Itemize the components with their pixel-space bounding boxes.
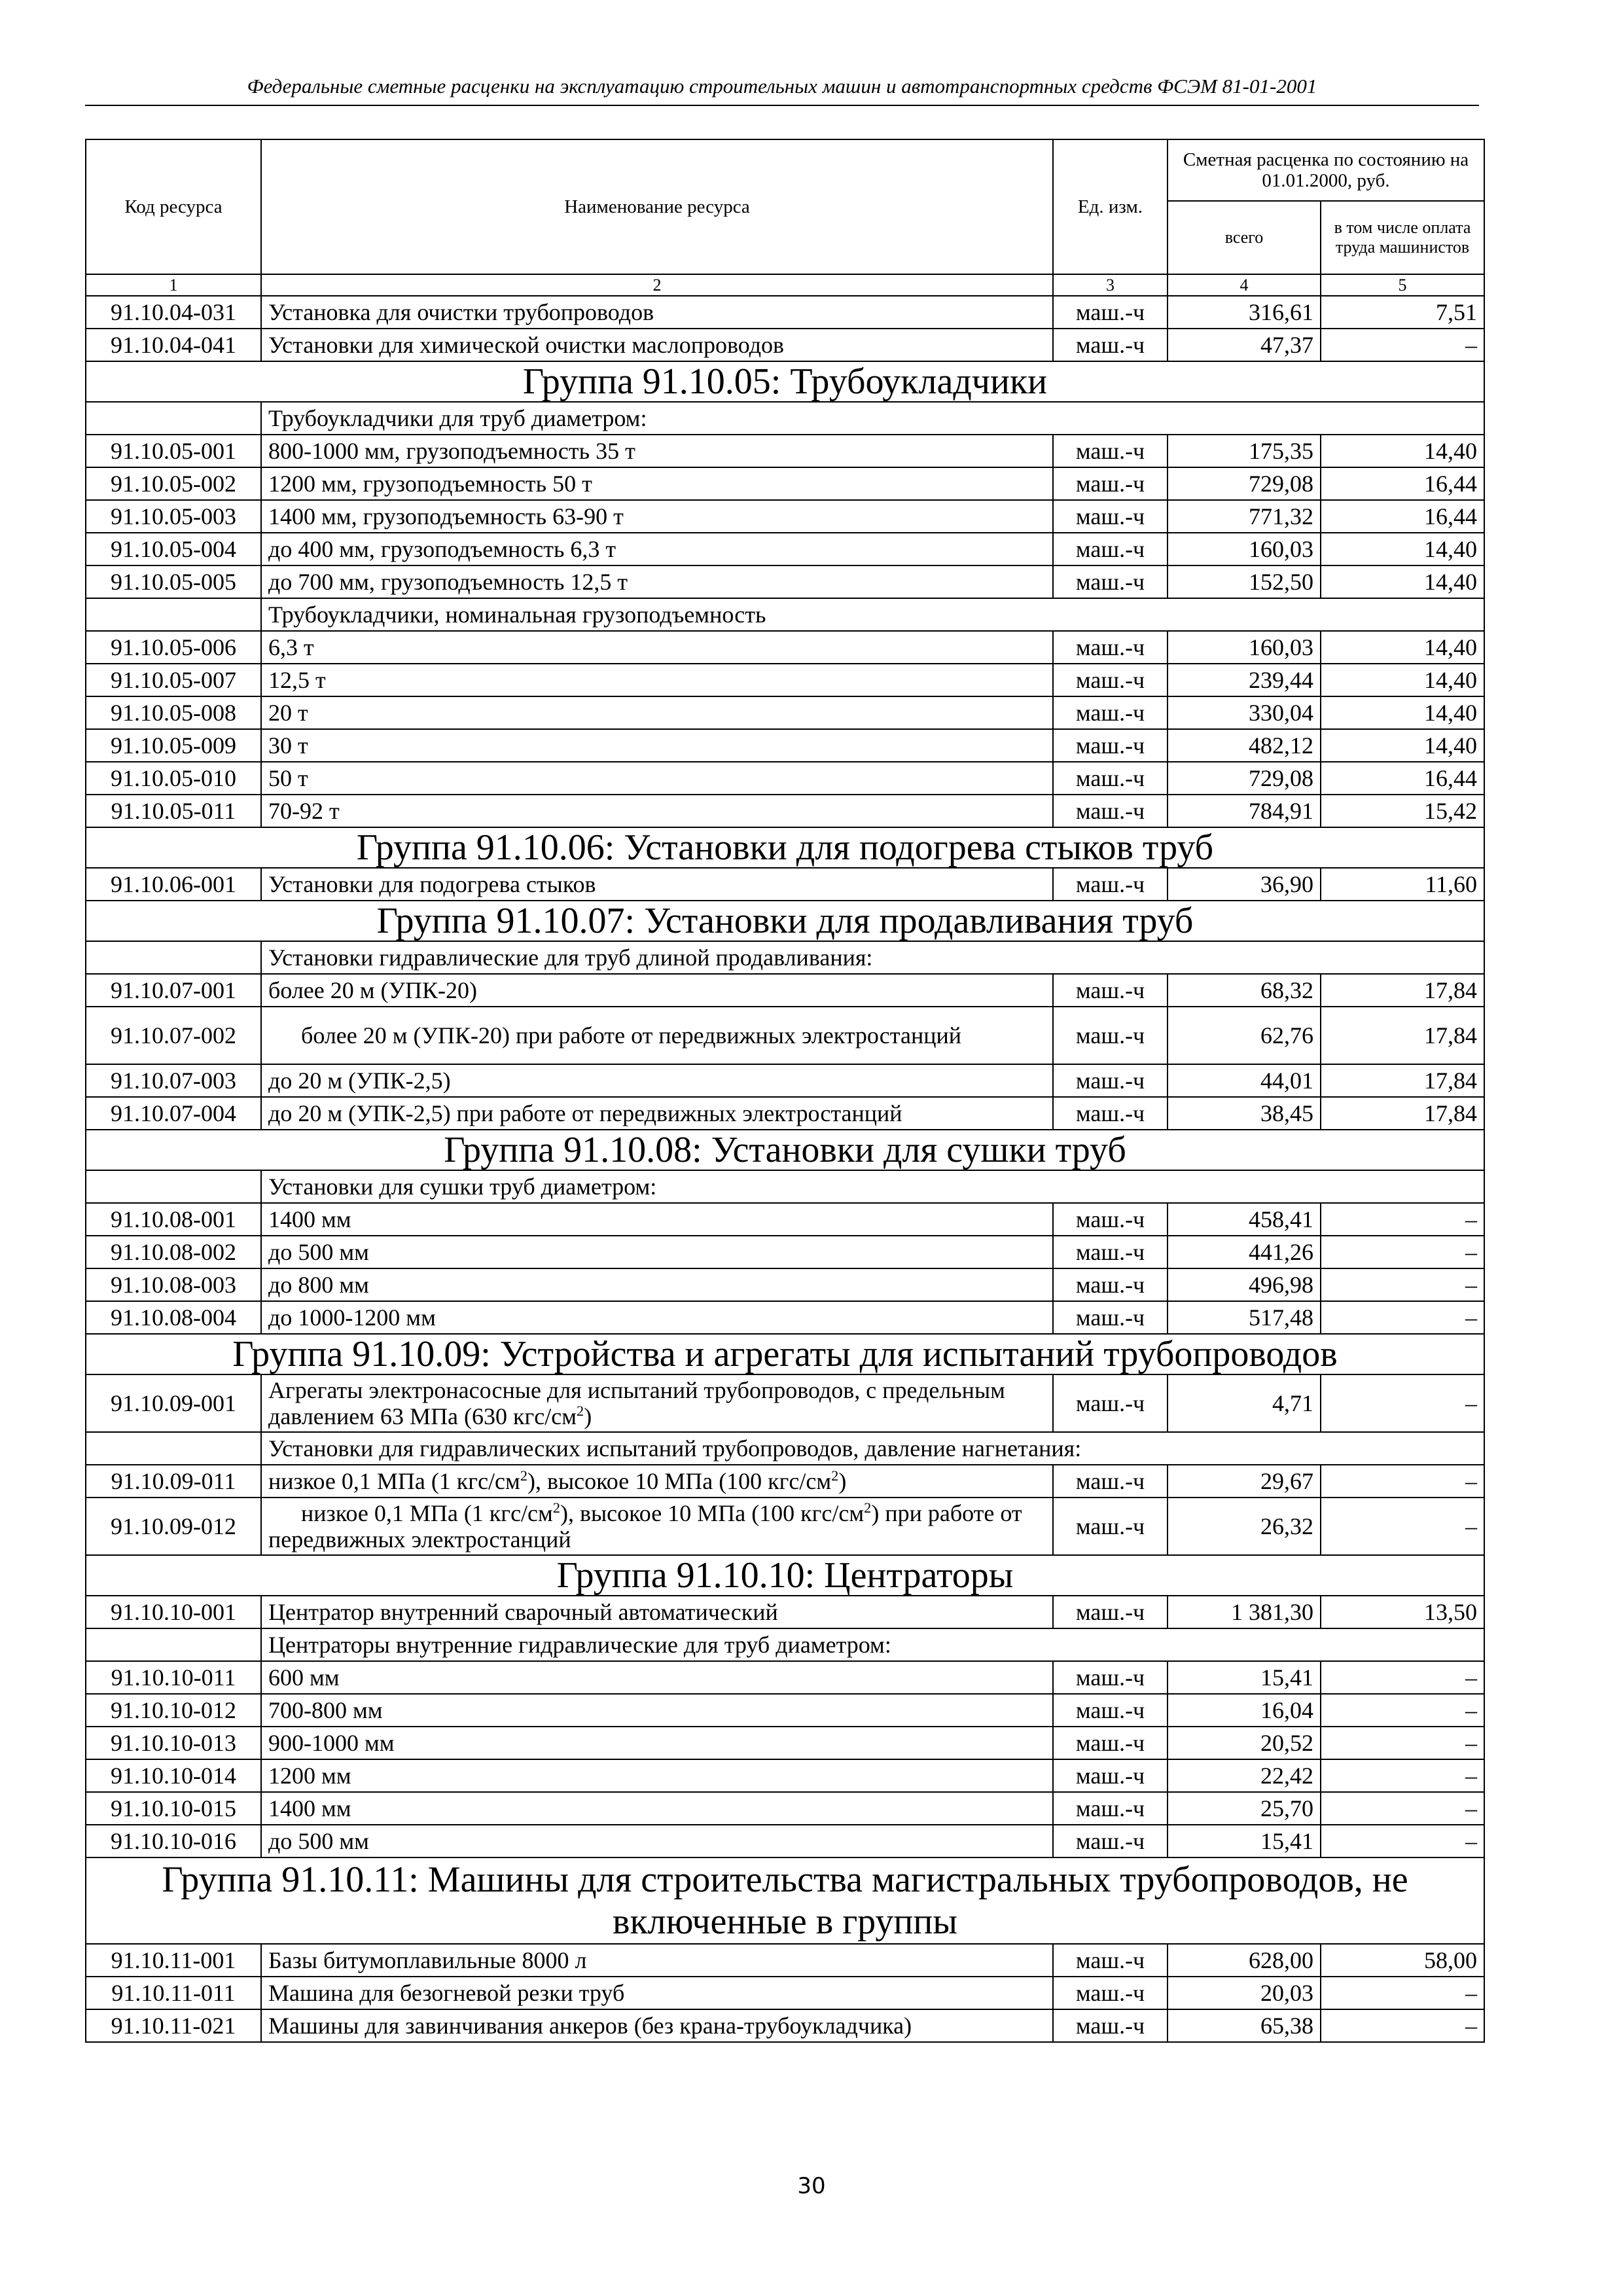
table-row [86,1301,1484,1334]
page-header-title: Федеральные сметные расценки на эксплуатацию строительных машин и автотранспортных средств ФСЭМ 81-01-2001 [247,75,1317,98]
price-total: 729,08 [1168,467,1321,500]
price-total: 771,32 [1168,500,1321,533]
table-row [86,868,1484,901]
price-wage: – [1321,1727,1484,1759]
resource-name: до 20 м (УПК-2,5) при работе от передвижных электростанций [261,1097,1053,1130]
table-row [86,467,1484,500]
price-wage: – [1321,329,1484,361]
group-heading: Группа 91.10.07: Установки для продавливания труб [86,901,1484,941]
table-row [86,2009,1484,2042]
subheading-text: Центраторы внутренние гидравлические для труб диаметром: [261,1628,1484,1661]
price-wage: – [1321,2009,1484,2042]
price-total: 441,26 [1168,1236,1321,1268]
group-heading-row [86,827,1484,868]
subheading-text: Установки гидравлические для труб длиной продавливания: [261,941,1484,974]
resource-name: до 20 м (УПК-2,5) [261,1064,1053,1097]
table-row [86,1465,1484,1498]
price-wage: – [1321,1759,1484,1792]
table-row [86,1792,1484,1825]
price-total: 68,32 [1168,974,1321,1007]
group-heading-row [86,1555,1484,1596]
col-number-5: 5 [1321,274,1484,296]
price-total: 4,71 [1168,1374,1321,1432]
table-row [86,435,1484,467]
price-wage: 13,50 [1321,1596,1484,1628]
resource-unit: маш.-ч [1053,1792,1168,1825]
resource-code: 91.10.05-006 [86,631,261,664]
resource-name: до 800 мм [261,1268,1053,1301]
subheading-code-cell [86,1170,261,1203]
table-row [86,1498,1484,1555]
price-wage: – [1321,1301,1484,1334]
price-wage: 14,40 [1321,631,1484,664]
table-row [86,1236,1484,1268]
resource-code: 91.10.05-005 [86,565,261,598]
superscript: 2 [864,1499,872,1516]
subheading-row [86,402,1484,435]
resource-name: Машина для безогневой резки труб [261,1977,1053,2009]
resource-code: 91.10.10-011 [86,1661,261,1694]
price-total: 784,91 [1168,795,1321,827]
resource-name: 600 мм [261,1661,1053,1694]
resource-unit: маш.-ч [1053,696,1168,729]
resource-name [261,1007,1053,1064]
resource-name: 800-1000 мм, грузоподъемность 35 т [261,435,1053,467]
resource-code: 91.10.05-011 [86,795,261,827]
resource-name: 30 т [261,729,1053,762]
group-heading-row [86,901,1484,941]
col-header-code: Код ресурса [86,139,261,274]
resource-code: 91.10.11-011 [86,1977,261,2009]
resource-name: более 20 м (УПК-20) [261,974,1053,1007]
table-row [86,1374,1484,1432]
table-row [86,1694,1484,1727]
price-total: 65,38 [1168,2009,1321,2042]
superscript: 2 [577,1403,584,1419]
price-wage: 17,84 [1321,1097,1484,1130]
resource-code: 91.10.05-003 [86,500,261,533]
table-row [86,1268,1484,1301]
group-heading: Группа 91.10.06: Установки для подогрева стыков труб [86,827,1484,868]
group-heading: Группа 91.10.10: Центраторы [86,1555,1484,1596]
table-row [86,1661,1484,1694]
resource-unit: маш.-ч [1053,296,1168,329]
resource-code: 91.10.05-009 [86,729,261,762]
table-row [86,762,1484,795]
price-wage: – [1321,1374,1484,1432]
resource-unit: маш.-ч [1053,1097,1168,1130]
name-part: более 20 м (УПК-20) при работе от передвижных электростанций [301,1022,962,1049]
name-part: Агрегаты электронасосные для испытаний трубопроводов, с предельным давлением 63 МПа (630 кгс/см [268,1377,1005,1429]
price-total: 160,03 [1168,533,1321,565]
resource-name: Центратор внутренний сварочный автоматический [261,1596,1053,1628]
table-row [86,631,1484,664]
group-heading-row [86,1857,1484,1944]
subheading-code-cell [86,598,261,631]
resource-code: 91.10.05-004 [86,533,261,565]
resource-name: 700-800 мм [261,1694,1053,1727]
name-part: низкое 0,1 МПа (1 кгс/см [268,1468,520,1494]
table-row [86,296,1484,329]
table-row [86,565,1484,598]
resource-code: 91.10.07-001 [86,974,261,1007]
price-total: 29,67 [1168,1465,1321,1498]
price-total: 330,04 [1168,696,1321,729]
name-part: ) при работе от передвижных электростанций [268,1500,1022,1552]
resource-unit: маш.-ч [1053,565,1168,598]
resource-unit: маш.-ч [1053,1268,1168,1301]
resource-unit: маш.-ч [1053,1007,1168,1064]
table-row [86,1977,1484,2009]
resource-name: 1400 мм [261,1203,1053,1236]
resource-unit: маш.-ч [1053,1465,1168,1498]
price-total: 15,41 [1168,1661,1321,1694]
resource-code: 91.10.07-004 [86,1097,261,1130]
table-row [86,795,1484,827]
name-part: ) [584,1403,592,1429]
resource-code: 91.10.05-010 [86,762,261,795]
subheading-row [86,598,1484,631]
resource-price-table [85,139,1485,2043]
col-number-3: 3 [1053,274,1168,296]
price-total: 62,76 [1168,1007,1321,1064]
resource-code: 91.10.10-014 [86,1759,261,1792]
resource-unit: маш.-ч [1053,1301,1168,1334]
col-header-unit: Ед. изм. [1053,139,1168,274]
resource-code: 91.10.07-002 [86,1007,261,1064]
resource-unit: маш.-ч [1053,500,1168,533]
resource-code: 91.10.10-016 [86,1825,261,1857]
price-total: 628,00 [1168,1944,1321,1977]
table-row [86,1944,1484,1977]
price-total: 26,32 [1168,1498,1321,1555]
price-wage: – [1321,1977,1484,2009]
price-total: 316,61 [1168,296,1321,329]
price-wage: – [1321,1268,1484,1301]
price-total: 729,08 [1168,762,1321,795]
resource-name: Установки для подогрева стыков [261,868,1053,901]
group-heading-row [86,1130,1484,1170]
table-row [86,1727,1484,1759]
group-heading-row [86,1334,1484,1374]
table-row [86,664,1484,696]
price-total: 16,04 [1168,1694,1321,1727]
table-row [86,533,1484,565]
subheading-row [86,941,1484,974]
price-wage: – [1321,1236,1484,1268]
subheading-text: Трубоукладчики для труб диаметром: [261,402,1484,435]
table-row [86,1596,1484,1628]
col-number-2: 2 [261,274,1053,296]
superscript: 2 [520,1467,527,1484]
header-rule [85,105,1479,106]
resource-code: 91.10.10-013 [86,1727,261,1759]
price-total: 47,37 [1168,329,1321,361]
price-wage: 15,42 [1321,795,1484,827]
resource-name: до 1000-1200 мм [261,1301,1053,1334]
resource-code: 91.10.08-001 [86,1203,261,1236]
resource-unit: маш.-ч [1053,1977,1168,2009]
col-header-name: Наименование ресурса [261,139,1053,274]
group-heading: Группа 91.10.05: Трубоукладчики [86,361,1484,402]
table-body [86,296,1484,2042]
group-heading: Группа 91.10.09: Устройства и агрегаты для испытаний трубопроводов [86,1334,1484,1374]
resource-unit: маш.-ч [1053,762,1168,795]
resource-code: 91.10.08-003 [86,1268,261,1301]
resource-unit: маш.-ч [1053,795,1168,827]
price-wage: 14,40 [1321,664,1484,696]
resource-name: 1400 мм, грузоподъемность 63-90 т [261,500,1053,533]
resource-unit: маш.-ч [1053,533,1168,565]
price-wage: – [1321,1694,1484,1727]
subheading-text: Установки для сушки труб диаметром: [261,1170,1484,1203]
price-total: 20,52 [1168,1727,1321,1759]
price-wage: 14,40 [1321,533,1484,565]
resource-code: 91.10.05-008 [86,696,261,729]
name-part: ), высокое 10 МПа (100 кгс/см [527,1468,832,1494]
resource-name: Установки для химической очистки маслопроводов [261,329,1053,361]
resource-code: 91.10.07-003 [86,1064,261,1097]
resource-code: 91.10.10-001 [86,1596,261,1628]
resource-unit: маш.-ч [1053,329,1168,361]
price-wage: – [1321,1792,1484,1825]
price-wage: 14,40 [1321,729,1484,762]
table-row [86,1825,1484,1857]
price-total: 44,01 [1168,1064,1321,1097]
table-row [86,329,1484,361]
resource-unit: маш.-ч [1053,868,1168,901]
price-total: 458,41 [1168,1203,1321,1236]
resource-unit: маш.-ч [1053,1825,1168,1857]
resource-unit: маш.-ч [1053,1498,1168,1555]
resource-name: до 400 мм, грузоподъемность 6,3 т [261,533,1053,565]
price-wage: 14,40 [1321,435,1484,467]
price-wage: 17,84 [1321,1007,1484,1064]
table-row [86,500,1484,533]
resource-name: 6,3 т [261,631,1053,664]
subheading-code-cell [86,941,261,974]
resource-unit: маш.-ч [1053,1661,1168,1694]
resource-name: 900-1000 мм [261,1727,1053,1759]
resource-name: 1400 мм [261,1792,1053,1825]
table-row [86,696,1484,729]
table-row [86,1097,1484,1130]
resource-code: 91.10.05-007 [86,664,261,696]
subheading-text: Установки для гидравлических испытаний трубопроводов, давление нагнетания: [261,1432,1484,1465]
resource-name [261,1465,1053,1498]
resource-name: Установка для очистки трубопроводов [261,296,1053,329]
col-number-1: 1 [86,274,261,296]
col-header-total: всего [1168,201,1321,274]
resource-name: 70-92 т [261,795,1053,827]
resource-code: 91.10.09-012 [86,1498,261,1555]
price-wage: – [1321,1465,1484,1498]
resource-name: 1200 мм [261,1759,1053,1792]
resource-code: 91.10.06-001 [86,868,261,901]
subheading-code-cell [86,1628,261,1661]
price-total: 38,45 [1168,1097,1321,1130]
resource-name: 20 т [261,696,1053,729]
table-head [86,139,1484,296]
name-part: ) [838,1468,847,1494]
resource-code: 91.10.04-041 [86,329,261,361]
resource-name: до 500 мм [261,1236,1053,1268]
subheading-code-cell [86,1432,261,1465]
resource-unit: маш.-ч [1053,631,1168,664]
price-wage: 17,84 [1321,1064,1484,1097]
resource-unit: маш.-ч [1053,1759,1168,1792]
table-row [86,1203,1484,1236]
resource-unit: маш.-ч [1053,664,1168,696]
price-total: 20,03 [1168,1977,1321,2009]
price-wage: 7,51 [1321,296,1484,329]
table-row [86,1759,1484,1792]
col-header-wage: в том числе оплата труда машинистов [1321,201,1484,274]
resource-unit: маш.-ч [1053,435,1168,467]
price-total: 152,50 [1168,565,1321,598]
subheading-code-cell [86,402,261,435]
resource-name: Машины для завинчивания анкеров (без крана-трубоукладчика) [261,2009,1053,2042]
resource-unit: маш.-ч [1053,974,1168,1007]
price-wage: 14,40 [1321,696,1484,729]
resource-unit: маш.-ч [1053,1944,1168,1977]
table-row [86,729,1484,762]
resource-code: 91.10.05-002 [86,467,261,500]
resource-unit: маш.-ч [1053,1064,1168,1097]
price-total: 160,03 [1168,631,1321,664]
resource-code: 91.10.04-031 [86,296,261,329]
price-total: 496,98 [1168,1268,1321,1301]
price-wage: – [1321,1203,1484,1236]
resource-unit: маш.-ч [1053,467,1168,500]
price-wage: – [1321,1498,1484,1555]
resource-code: 91.10.09-011 [86,1465,261,1498]
price-total: 1 381,30 [1168,1596,1321,1628]
resource-unit: маш.-ч [1053,2009,1168,2042]
superscript: 2 [552,1499,560,1516]
name-part: ), высокое 10 МПа (100 кгс/см [560,1500,865,1526]
resource-unit: маш.-ч [1053,1727,1168,1759]
col-header-price: Сметная расценка по состоянию на 01.01.2000, руб. [1168,139,1484,201]
resource-code: 91.10.08-004 [86,1301,261,1334]
price-wage: 11,60 [1321,868,1484,901]
superscript: 2 [831,1467,839,1484]
resource-unit: маш.-ч [1053,1596,1168,1628]
resource-name [261,1374,1053,1432]
resource-unit: маш.-ч [1053,1236,1168,1268]
table-row [86,974,1484,1007]
price-wage: 16,44 [1321,467,1484,500]
price-wage: 58,00 [1321,1944,1484,1977]
subheading-text: Трубоукладчики, номинальная грузоподъемность [261,598,1484,631]
resource-unit: маш.-ч [1053,1374,1168,1432]
resource-code: 91.10.08-002 [86,1236,261,1268]
name-part: низкое 0,1 МПа (1 кгс/см [301,1500,553,1526]
price-total: 517,48 [1168,1301,1321,1334]
resource-code: 91.10.09-001 [86,1374,261,1432]
resource-name: Базы битумоплавильные 8000 л [261,1944,1053,1977]
table-row [86,1064,1484,1097]
price-total: 175,35 [1168,435,1321,467]
resource-code: 91.10.10-012 [86,1694,261,1727]
price-wage: 17,84 [1321,974,1484,1007]
resource-name [261,1498,1053,1555]
resource-unit: маш.-ч [1053,1203,1168,1236]
resource-unit: маш.-ч [1053,1694,1168,1727]
price-total: 22,42 [1168,1759,1321,1792]
resource-name: 1200 мм, грузоподъемность 50 т [261,467,1053,500]
resource-unit: маш.-ч [1053,729,1168,762]
group-heading: Группа 91.10.08: Установки для сушки труб [86,1130,1484,1170]
table-row [86,1007,1484,1064]
price-total: 239,44 [1168,664,1321,696]
page-number: 30 [797,2173,826,2199]
price-wage: – [1321,1661,1484,1694]
price-total: 15,41 [1168,1825,1321,1857]
resource-name: до 700 мм, грузоподъемность 12,5 т [261,565,1053,598]
price-wage: 14,40 [1321,565,1484,598]
subheading-row [86,1432,1484,1465]
price-wage: 16,44 [1321,500,1484,533]
resource-code: 91.10.11-021 [86,2009,261,2042]
resource-name: 50 т [261,762,1053,795]
price-total: 36,90 [1168,868,1321,901]
resource-name: до 500 мм [261,1825,1053,1857]
resource-name: 12,5 т [261,664,1053,696]
price-wage: 16,44 [1321,762,1484,795]
group-heading: Группа 91.10.11: Машины для строительства магистральных трубопроводов, не включенные в группы [86,1857,1484,1944]
resource-code: 91.10.05-001 [86,435,261,467]
resource-code: 91.10.11-001 [86,1944,261,1977]
subheading-row [86,1170,1484,1203]
subheading-row [86,1628,1484,1661]
col-number-4: 4 [1168,274,1321,296]
price-total: 25,70 [1168,1792,1321,1825]
resource-code: 91.10.10-015 [86,1792,261,1825]
price-wage: – [1321,1825,1484,1857]
price-total: 482,12 [1168,729,1321,762]
group-heading-row [86,361,1484,402]
